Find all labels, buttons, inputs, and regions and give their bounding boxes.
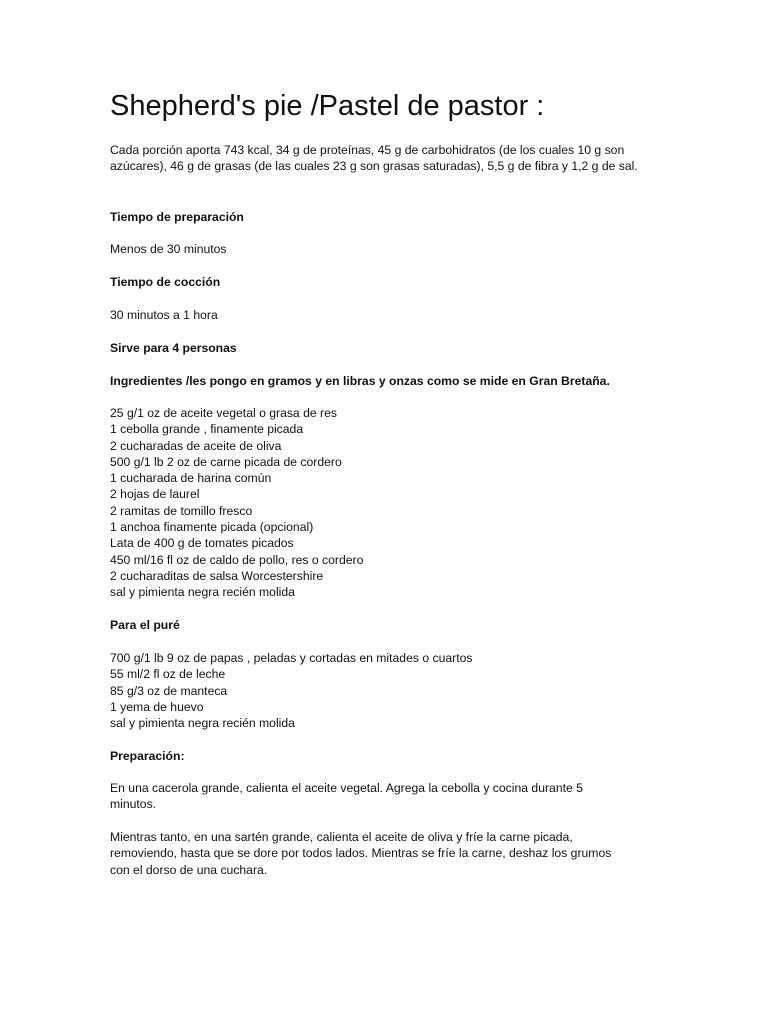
preparation-step	[110, 780, 670, 813]
list-item: Lata de 400 g de tomates picados	[110, 536, 294, 551]
list-item: 1 anchoa finamente picada (opcional)	[110, 520, 314, 535]
ingredients-list	[110, 405, 670, 601]
list-item: 85 g/3 oz de manteca	[110, 683, 228, 698]
mash-list	[110, 650, 670, 731]
list-item: 25 g/1 oz de aceite vegetal o grasa de res	[110, 406, 337, 420]
list-item: sal y pimienta negra recién molida	[110, 716, 295, 731]
preparation-heading: Preparación:	[110, 749, 185, 763]
list-item: 2 ramitas de tomillo fresco	[110, 503, 253, 518]
list-item: sal y pimienta negra recién molida	[110, 585, 295, 600]
list-item: 700 g/1 lb 9 oz de papas , peladas y cortadas en mitades o cuartos	[110, 651, 473, 665]
prep-time-value: Menos de 30 minutos	[110, 242, 227, 256]
recipe-title: Shepherd's pie /Pastel de pastor :	[110, 90, 545, 122]
paragraph-line: En una cacerola grande, calienta el aceite vegetal. Agrega la cebolla y cocina durante 5	[110, 781, 583, 795]
prep-time-heading: Tiempo de preparación	[110, 210, 244, 224]
list-item: 2 hojas de laurel	[110, 487, 200, 502]
list-item: 1 cucharada de harina común	[110, 471, 272, 486]
cook-time-heading: Tiempo de cocción	[110, 275, 221, 289]
nutrition-info	[110, 142, 670, 175]
list-item: 500 g/1 lb 2 oz de carne picada de cordero	[110, 454, 342, 469]
list-item: 1 cebolla grande , finamente picada	[110, 422, 304, 437]
mash-heading: Para el puré	[110, 618, 180, 632]
cook-time-value: 30 minutos a 1 hora	[110, 308, 218, 322]
nutrition-line: Cada porción aporta 743 kcal, 34 g de proteínas, 45 g de carbohidratos (de los cuales 10 g son	[110, 143, 625, 157]
ingredients-heading: Ingredientes /les pongo en gramos y en libras y onzas como se mide en Gran Bretaña.	[110, 374, 610, 388]
list-item: 1 yema de huevo	[110, 699, 204, 714]
list-item: 2 cucharaditas de salsa Worcestershire	[110, 568, 324, 583]
paragraph-line: Mientras tanto, en una sartén grande, calienta el aceite de oliva y fríe la carne picada,	[110, 830, 573, 844]
list-item: 450 ml/16 fl oz de caldo de pollo, res o cordero	[110, 552, 364, 567]
list-item: 55 ml/2 fl oz de leche	[110, 667, 226, 682]
nutrition-line: azúcares), 46 g de grasas (de las cuales 23 g son grasas saturadas), 5,5 g de fibra y 1,2 g de sal.	[110, 159, 638, 174]
preparation-step	[110, 829, 670, 878]
serves-heading: Sirve para 4 personas	[110, 341, 237, 355]
list-item: 2 cucharadas de aceite de oliva	[110, 438, 282, 453]
paragraph-line: con el dorso de una cuchara.	[110, 862, 268, 877]
paragraph-line: minutos.	[110, 797, 157, 812]
paragraph-line: removiendo, hasta que se dore por todos lados. Mientras se fríe la carne, deshaz los grumos	[110, 846, 612, 861]
